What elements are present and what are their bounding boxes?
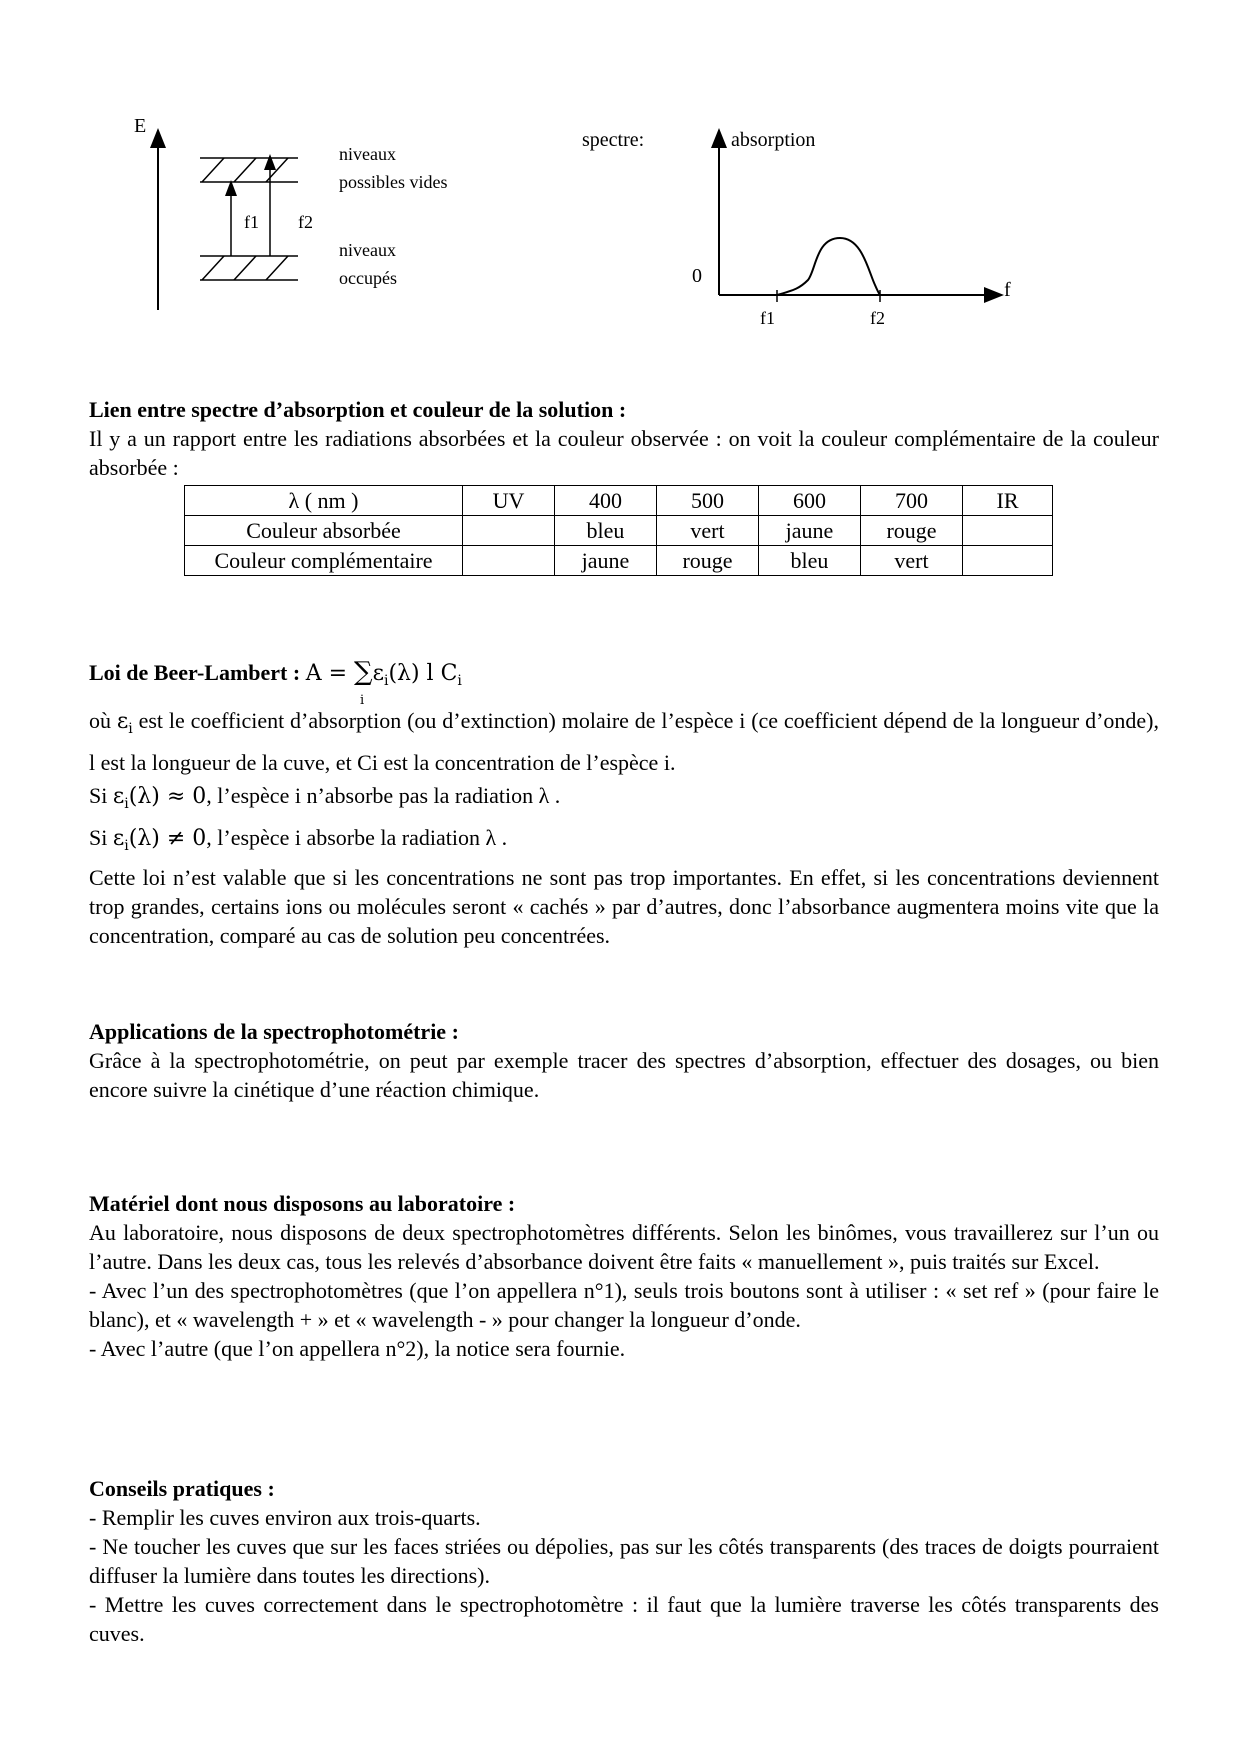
color-table [184, 485, 1053, 576]
formula-sum-index: i [360, 693, 365, 708]
definition-epsilon: ε [116, 709, 129, 734]
section-color-intro: Il y a un rapport entre les radiations absorbées et la couleur observée : on voit la couleur complémentaire de la couleur absorbée : [89, 426, 1159, 480]
energy-axis-label: E [134, 115, 147, 137]
section-applications [89, 1017, 1159, 1104]
nonzero-line-math: (λ) ≠ 0 [128, 826, 207, 851]
beer-zero-line [89, 779, 1159, 821]
table-header-cell: 500 [657, 486, 759, 516]
table-cell: rouge [657, 546, 759, 576]
frequency-axis-arrow-icon [984, 287, 1004, 303]
table-header-cell: λ ( nm ) [185, 486, 463, 516]
conseil-item: - Mettre les cuves correctement dans le spectrophotomètre : il faut que la lumière traverse les côtés transparents des cuves. [89, 1592, 1159, 1646]
nonzero-line-text: , l’espèce i absorbe la radiation λ . [206, 825, 508, 850]
materiel-paragraph-2: - Avec l’un des spectrophotomètres (que l’on appellera n°1), seuls trois boutons sont à utiliser : « set ref » (pour faire le blanc), et « wavelength + » et « wavelength - » pour changer la longueur d’onde. [89, 1278, 1159, 1332]
table-cell: rouge [861, 516, 963, 546]
origin-label: 0 [692, 265, 702, 287]
table-cell [963, 546, 1053, 576]
beer-definition-paragraph [89, 704, 1159, 779]
nonzero-line-epsilon-sub: i [124, 838, 129, 854]
transition-f2-label: f2 [298, 212, 313, 232]
transition-f2-arrow-icon [264, 154, 276, 170]
conseil-item: - Remplir les cuves environ aux trois-quarts. [89, 1505, 481, 1530]
zero-line-epsilon-sub: i [124, 796, 129, 812]
definition-text: est le coefficient d’absorption (ou d’extinction) molaire de l’espèce i (ce coefficient dépend de la longueur d’onde), l est la longueur de la cuve, et Ci est la concentration de l’espèce i. [89, 708, 1160, 775]
definition-start: où [89, 708, 111, 733]
table-cell: Couleur complémentaire [185, 546, 463, 576]
materiel-paragraph-1: Au laboratoire, nous disposons de deux spectrophotomètres différents. Selon les binômes, vous travaillerez sur l’un ou l’autre. Dans les deux cas, tous les relevés d’absorbance doivent être faits « manuellement », puis traités sur Excel. [89, 1220, 1159, 1274]
absorption-axis-arrow-icon [711, 128, 727, 148]
beer-heading-line [89, 657, 1159, 708]
formula-lhs: A = [305, 661, 354, 686]
absorption-peak-curve [777, 238, 880, 295]
table-header-cell: IR [963, 486, 1053, 516]
table-header-cell: 700 [861, 486, 963, 516]
table-cell: jaune [759, 516, 861, 546]
conseil-item: - Ne toucher les cuves que sur les faces striées ou dépolies, pas sur les côtés transparents (des traces de doigts pourraient diffuser la lumière dans toutes les directions). [89, 1534, 1159, 1588]
transition-f1-label: f1 [244, 212, 259, 232]
energy-axis-arrow-icon [150, 128, 166, 148]
section-materiel-heading: Matériel dont nous disposons au laboratoire : [89, 1191, 516, 1216]
beer-nonzero-line [89, 821, 1159, 863]
tick-f2-label: f2 [870, 308, 885, 328]
formula-c-sub: i [457, 673, 462, 689]
beer-lambert-formula [305, 657, 462, 708]
table-row [185, 546, 1053, 576]
table-cell [963, 516, 1053, 546]
lower-levels-label-2: occupés [339, 268, 397, 288]
zero-line-epsilon: ε [112, 784, 125, 809]
section-conseils [89, 1474, 1159, 1648]
section-color-link [89, 395, 1159, 482]
absorption-axis-label: absorption [731, 129, 816, 151]
section-beer-lambert [89, 658, 1159, 950]
upper-levels-label-1: niveaux [339, 144, 396, 164]
table-header-cell: 600 [759, 486, 861, 516]
table-cell [463, 516, 555, 546]
lower-levels-label-1: niveaux [339, 240, 396, 260]
table-cell [463, 546, 555, 576]
materiel-paragraph-3: - Avec l’autre (que l’on appellera n°2), la notice sera fournie. [89, 1336, 626, 1361]
table-cell: bleu [555, 516, 657, 546]
section-materiel [89, 1189, 1159, 1363]
frequency-axis-label: f [1004, 279, 1011, 301]
formula-sum-symbol: ∑ [354, 657, 373, 687]
zero-line-text: , l’espèce i n’absorbe pas la radiation λ . [206, 783, 561, 808]
table-cell: jaune [555, 546, 657, 576]
table-cell: vert [861, 546, 963, 576]
section-conseils-heading: Conseils pratiques : [89, 1476, 275, 1501]
formula-middle: (λ) l C [388, 661, 458, 686]
table-header-cell: 400 [555, 486, 657, 516]
nonzero-line-prefix: Si [89, 825, 108, 850]
beer-validity-paragraph: Cette loi n’est valable que si les concentrations ne sont pas trop importantes. En effet, si les concentrations deviennent trop grandes, certains ions ou molécules seront « cachés » par d’autres, donc l’absorbance augmentera moins vite que la concentration, comparé au cas de solution peu concentrées. [89, 865, 1159, 948]
definition-epsilon-sub: i [128, 721, 133, 737]
zero-line-math: (λ) ≈ 0 [128, 784, 207, 809]
table-row [185, 516, 1053, 546]
table-row [185, 486, 1053, 516]
spectrum-prefix-label: spectre: [582, 129, 645, 151]
section-applications-heading: Applications de la spectrophotométrie : [89, 1019, 459, 1044]
zero-line-prefix: Si [89, 783, 108, 808]
table-header-cell: UV [463, 486, 555, 516]
table-cell: vert [657, 516, 759, 546]
energy-diagram-graphic [130, 120, 350, 320]
section-applications-text: Grâce à la spectrophotométrie, on peut par exemple tracer des spectres d’absorption, effectuer des dosages, ou bien encore suivre la cinétique d’une réaction chimique. [89, 1048, 1159, 1102]
nonzero-line-epsilon: ε [112, 826, 125, 851]
formula-epsilon-sub: i [383, 673, 389, 689]
formula-epsilon: ε [372, 661, 384, 686]
tick-f1-label: f1 [760, 308, 775, 328]
section-beer-heading: Loi de Beer-Lambert : [89, 660, 301, 685]
table-cell: Couleur absorbée [185, 516, 463, 546]
section-color-heading: Lien entre spectre d’absorption et couleur de la solution : [89, 397, 627, 422]
upper-levels-label-2: possibles vides [339, 172, 448, 192]
table-cell: bleu [759, 546, 861, 576]
